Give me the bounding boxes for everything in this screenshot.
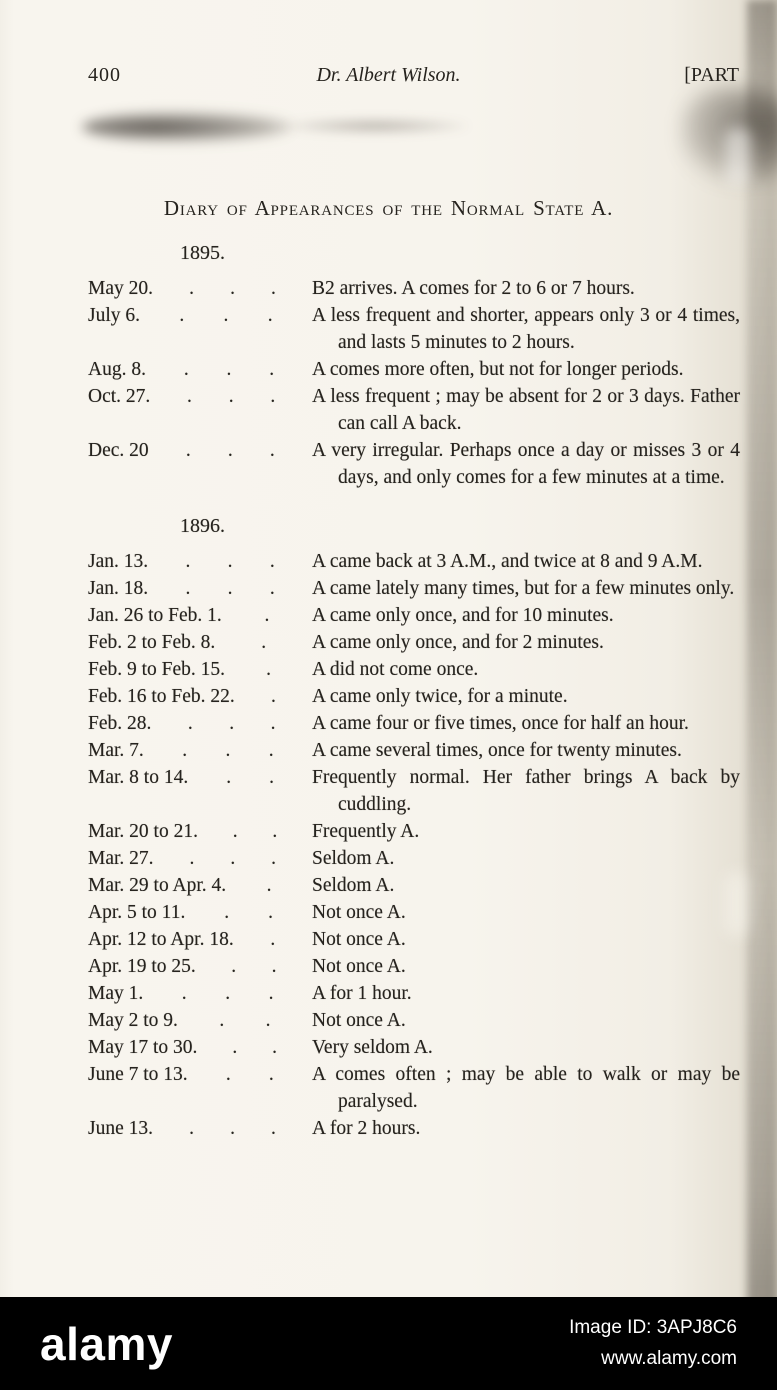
entry-date-cell <box>88 437 312 491</box>
entry-leader-dots <box>226 872 312 899</box>
leader-dot: . <box>182 740 188 761</box>
leader-dot: . <box>227 440 233 461</box>
entry-date-cell <box>88 899 312 926</box>
entry-text: A came only twice, for a minute. <box>312 686 568 707</box>
leader-dot: . <box>266 875 272 896</box>
entry-date: June 13. <box>88 1118 153 1139</box>
entry-leader-dots <box>149 437 312 491</box>
diary-entry <box>88 437 740 491</box>
entry-date: Jan. 13. <box>88 551 149 572</box>
entry-leader-dots <box>222 602 312 629</box>
entry-leader-dots <box>188 764 312 818</box>
leader-dot: . <box>269 359 275 380</box>
leader-dot: . <box>187 386 192 407</box>
entry-text: A came several times, once for twenty minutes. <box>312 740 682 761</box>
entry-text: A less frequent ; may be absent for 2 or 3 days. Father can call A back. <box>312 386 740 434</box>
diary-entry <box>88 629 740 656</box>
entry-text: A came only once, and for 2 minutes. <box>312 632 604 653</box>
diary-sections <box>88 240 740 1142</box>
entry-date: Apr. 12 to Apr. 18. <box>88 929 234 950</box>
entry-date-cell <box>88 818 312 845</box>
entry-text: Seldom A. <box>312 875 395 896</box>
leader-dot: . <box>225 1064 231 1085</box>
entry-text: A very irregular. Perhaps once a day or misses 3 or 4 days, and only comes for a few minutes at a time. <box>312 440 740 488</box>
entry-text: Very seldom A. <box>312 1037 433 1058</box>
leader-dot: . <box>183 359 189 380</box>
entry-date-cell <box>88 845 312 872</box>
diary-entry <box>88 872 740 899</box>
diary-entry <box>88 656 740 683</box>
diary-entry <box>88 899 740 926</box>
leader-dot: . <box>225 740 231 761</box>
entry-date: Apr. 19 to 25. <box>88 956 196 977</box>
entry-leader-dots <box>235 683 312 710</box>
entry-date: July 6. <box>88 305 141 326</box>
entry-leader-dots <box>234 926 312 953</box>
entry-date-cell <box>88 737 312 764</box>
entry-leader-dots <box>146 356 312 383</box>
entry-date: May 2 to 9. <box>88 1010 178 1031</box>
part-label: [PART <box>684 64 739 86</box>
leader-dot: . <box>231 956 237 977</box>
alamy-logo: alamy <box>40 1317 173 1370</box>
leader-dot: . <box>270 929 276 950</box>
leader-dot: . <box>232 821 238 842</box>
leader-dot: . <box>225 983 231 1004</box>
leader-dot: . <box>189 278 194 299</box>
diary-heading: Diary of Appearances of the Normal State A. <box>163 196 614 220</box>
leader-dot: . <box>268 740 274 761</box>
entry-date-cell <box>88 383 312 437</box>
entry-leader-dots <box>153 275 312 302</box>
leader-dot: . <box>226 359 232 380</box>
leader-dot: . <box>219 1010 225 1031</box>
entry-leader-dots <box>148 548 312 575</box>
leader-dot: . <box>179 305 185 326</box>
leader-dot: . <box>271 848 277 869</box>
entry-leader-dots <box>153 1115 312 1142</box>
page-header <box>0 64 777 92</box>
image-id: Image ID: 3APJ8C6 <box>569 1317 737 1339</box>
leader-dot: . <box>230 848 236 869</box>
leader-dot: . <box>265 1010 271 1031</box>
diary-entry <box>88 356 740 383</box>
entry-date: May 1. <box>88 983 144 1004</box>
entry-leader-dots <box>143 980 312 1007</box>
entry-date: Apr. 5 to 11. <box>88 902 186 923</box>
entry-leader-dots <box>151 710 312 737</box>
leader-dot: . <box>271 278 276 299</box>
leader-dot: . <box>270 713 276 734</box>
leader-dot: . <box>270 386 276 407</box>
leader-dot: . <box>269 767 274 788</box>
leader-dot: . <box>268 983 274 1004</box>
diary-entry <box>88 953 740 980</box>
entry-text: A did not come once. <box>312 659 479 680</box>
diary-entry <box>88 1007 740 1034</box>
entry-leader-dots <box>198 818 312 845</box>
entry-date-cell <box>88 980 312 1007</box>
entry-date: Mar. 20 to 21. <box>88 821 198 842</box>
entry-date-cell <box>88 683 312 710</box>
entry-text: A for 2 hours. <box>312 1118 421 1139</box>
entry-date: Feb. 9 to Feb. 15. <box>88 659 226 680</box>
entry-leader-dots <box>196 953 312 980</box>
entry-leader-dots <box>148 575 312 602</box>
diary-entry <box>88 1061 740 1115</box>
entry-date-cell <box>88 575 312 602</box>
leader-dot: . <box>272 1037 278 1058</box>
entry-date: Mar. 29 to Apr. 4. <box>88 875 227 896</box>
entry-leader-dots <box>188 1061 312 1115</box>
entry-text: A for 1 hour. <box>312 983 412 1004</box>
diary-entry <box>88 548 740 575</box>
entry-text: A comes more often, but not for longer periods. <box>312 359 684 380</box>
leader-dot: . <box>267 305 273 326</box>
running-title: Dr. Albert Wilson. <box>316 64 461 86</box>
leader-dot: . <box>227 578 233 599</box>
entry-date-cell <box>88 1007 312 1034</box>
diary-entry <box>88 1034 740 1061</box>
leader-dot: . <box>270 686 276 707</box>
leader-dot: . <box>269 551 275 572</box>
entry-date-cell <box>88 602 312 629</box>
alamy-url: www.alamy.com <box>601 1347 737 1369</box>
entry-leader-dots <box>185 899 312 926</box>
entry-date-cell <box>88 1034 312 1061</box>
entry-leader-dots <box>197 1034 312 1061</box>
diary-entry <box>88 683 740 710</box>
diary-entry <box>88 275 740 302</box>
entry-text: A came four or five times, once for half an hour. <box>312 713 689 734</box>
entry-date: Jan. 26 to Feb. 1. <box>88 605 222 626</box>
entry-text: A came only once, and for 10 minutes. <box>312 605 614 626</box>
leader-dot: . <box>189 848 195 869</box>
entry-leader-dots <box>150 383 312 437</box>
leader-dot: . <box>268 1064 274 1085</box>
diary-entry <box>88 764 740 818</box>
entry-text: Seldom A. <box>312 848 395 869</box>
entry-date-cell <box>88 1061 312 1115</box>
leader-dot: . <box>269 440 275 461</box>
leader-dot: . <box>232 1037 238 1058</box>
leader-dot: . <box>227 551 233 572</box>
entry-text: Not once A. <box>312 1010 406 1031</box>
entry-text: B2 arrives. A comes for 2 to 6 or 7 hours. <box>312 278 635 299</box>
entry-date: Feb. 28. <box>88 713 152 734</box>
entry-date-cell <box>88 548 312 575</box>
leader-dot: . <box>264 605 270 626</box>
entry-date: June 7 to 13. <box>88 1064 188 1085</box>
year-heading: 1895. <box>180 242 225 264</box>
entry-text: A came back at 3 A.M., and twice at 8 and 9 A.M. <box>312 551 703 572</box>
leader-dot: . <box>189 1118 194 1139</box>
leader-dot: . <box>185 440 191 461</box>
diary-entry <box>88 575 740 602</box>
entry-leader-dots <box>178 1007 312 1034</box>
entry-text: A comes often ; may be able to walk or may be paralysed. <box>312 1064 740 1112</box>
year-heading: 1896. <box>180 515 225 537</box>
leader-dot: . <box>266 659 271 680</box>
entry-leader-dots <box>154 845 312 872</box>
leader-dot: . <box>187 713 193 734</box>
entry-date: Mar. 8 to 14. <box>88 767 189 788</box>
diary-section <box>88 513 740 1142</box>
leader-dot: . <box>261 632 267 653</box>
entry-date-cell <box>88 926 312 953</box>
entry-text: A less frequent and shorter, appears only 3 or 4 times, and lasts 5 minutes to 2 hours. <box>312 305 740 353</box>
entry-leader-dots <box>225 656 312 683</box>
leader-dot: . <box>224 902 230 923</box>
entry-text: Frequently A. <box>312 821 420 842</box>
diary-entry <box>88 710 740 737</box>
entry-date-cell <box>88 764 312 818</box>
page-number: 400 <box>88 64 121 86</box>
leader-dot: . <box>228 386 234 407</box>
entry-date: Feb. 2 to Feb. 8. <box>88 632 216 653</box>
diary-entry <box>88 383 740 437</box>
leader-dot: . <box>271 1118 276 1139</box>
diary-entry <box>88 980 740 1007</box>
watermark-bar <box>0 1297 777 1390</box>
leader-dot: . <box>272 821 278 842</box>
entry-date: Oct. 27. <box>88 386 151 407</box>
leader-dot: . <box>181 983 187 1004</box>
leader-dot: . <box>269 578 275 599</box>
entry-text: Frequently normal. Her father brings A back by cuddling. <box>312 767 740 815</box>
entry-text: A came lately many times, but for a few minutes only. <box>312 578 735 599</box>
image-info <box>569 1313 737 1374</box>
entry-date: May 17 to 30. <box>88 1037 198 1058</box>
entry-date-cell <box>88 656 312 683</box>
entry-date: Mar. 7. <box>88 740 144 761</box>
entry-leader-dots <box>140 302 312 356</box>
entry-date: Aug. 8. <box>88 359 146 380</box>
entry-text: Not once A. <box>312 902 406 923</box>
entry-date-cell <box>88 356 312 383</box>
entry-date-cell <box>88 629 312 656</box>
entry-date: May 20. <box>88 278 153 299</box>
entry-date-cell <box>88 710 312 737</box>
entry-date: Dec. 20 <box>88 440 149 461</box>
diary-entry <box>88 845 740 872</box>
diary-entry <box>88 926 740 953</box>
diary-entry <box>88 737 740 764</box>
diary-entry <box>88 602 740 629</box>
entry-date-cell <box>88 302 312 356</box>
leader-dot: . <box>271 956 277 977</box>
leader-dot: . <box>230 1118 235 1139</box>
entry-date: Feb. 16 to Feb. 22. <box>88 686 235 707</box>
entry-date: Jan. 18. <box>88 578 149 599</box>
diary-entry <box>88 818 740 845</box>
entry-date-cell <box>88 275 312 302</box>
entry-text: Not once A. <box>312 956 406 977</box>
entry-text: Not once A. <box>312 929 406 950</box>
leader-dot: . <box>226 767 232 788</box>
leader-dot: . <box>229 713 235 734</box>
entry-date-cell <box>88 872 312 899</box>
leader-dot: . <box>268 902 274 923</box>
entry-date-cell <box>88 1115 312 1142</box>
diary-entry <box>88 1115 740 1142</box>
entry-leader-dots <box>144 737 312 764</box>
entry-date: Mar. 27. <box>88 848 154 869</box>
leader-dot: . <box>185 578 191 599</box>
diary-entry <box>88 302 740 356</box>
diary-section <box>88 240 740 491</box>
leader-dot: . <box>230 278 235 299</box>
entry-leader-dots <box>215 629 312 656</box>
leader-dot: . <box>223 305 229 326</box>
leader-dot: . <box>185 551 191 572</box>
entry-date-cell <box>88 953 312 980</box>
